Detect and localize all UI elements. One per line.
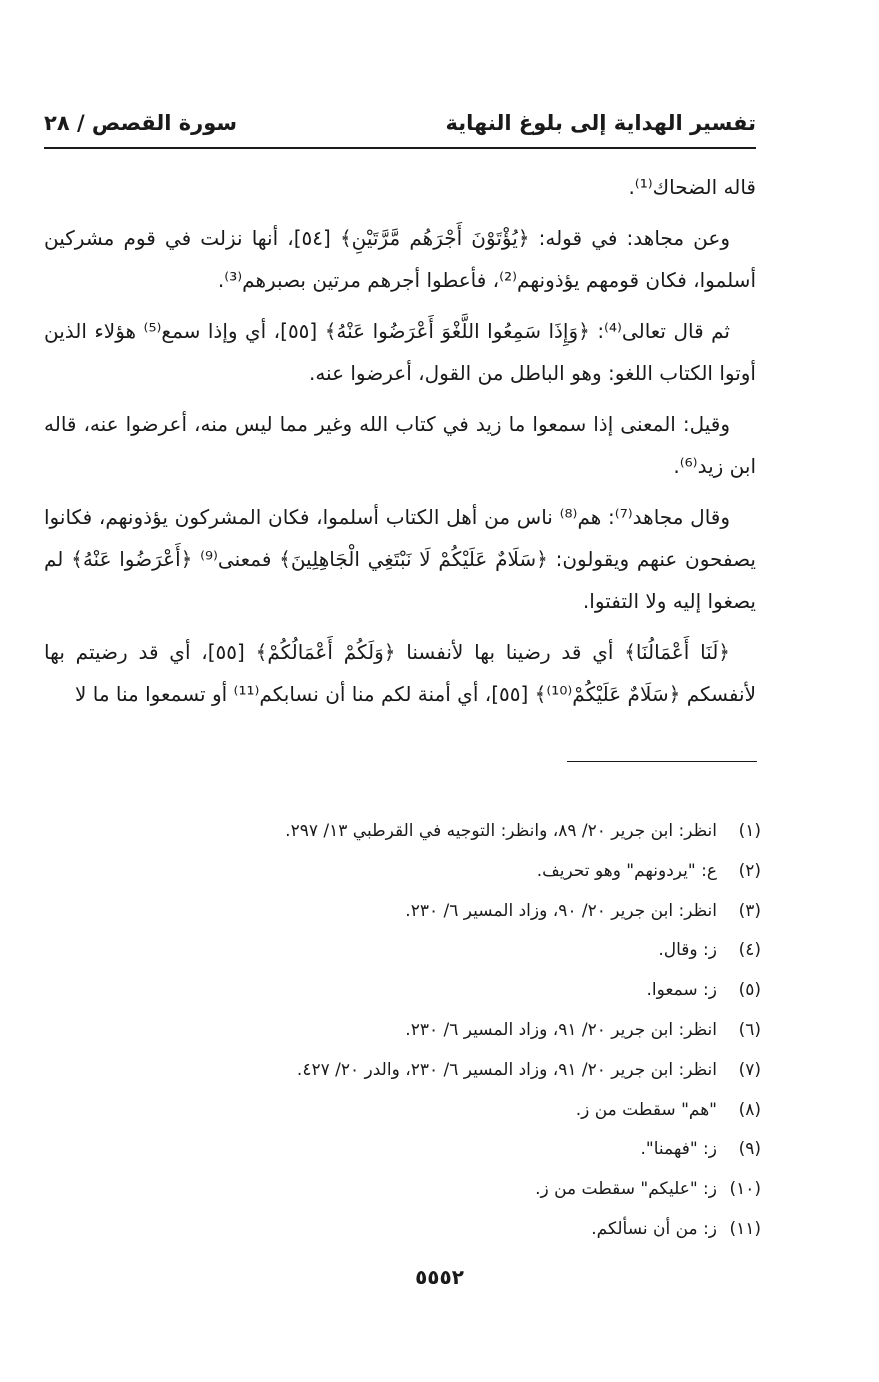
footnote-number: (٢) — [738, 860, 761, 881]
footnote-item — [121, 892, 761, 932]
main-text — [44, 166, 756, 724]
paragraph: وقيل: المعنى إذا سمعوا ما زيد في كتاب الله وغير مما ليس منه، أعرضوا عنه، قاله ابن زيد⁽⁶⁾. — [44, 412, 756, 478]
footnote-item — [121, 812, 761, 852]
footnote-number: (٨) — [738, 1099, 761, 1120]
footnote-item — [121, 1210, 761, 1250]
footnote-number: (٧) — [738, 1059, 761, 1080]
paragraph: ثم قال تعالى⁽⁴⁾: ﴿وَإِذَا سَمِعُوا اللَّغْوَ أَعْرَضُوا عَنْهُ﴾ [٥٥]، أي وإذا سمع⁽⁵⁾ هؤلاء الذين أوتوا الكتاب اللغو: وهو الباطل من القول، أعرضوا عنه. — [44, 319, 756, 385]
footnote-number: (١) — [738, 821, 761, 841]
footnote-text: ز: من أن نسألكم. — [591, 1218, 717, 1239]
footnote-item — [121, 1091, 761, 1131]
footnote-item — [121, 852, 761, 892]
footnote-text: انظر: ابن جرير ٢٠/ ٩٠، وزاد المسير ٦/ ٢٣٠. — [405, 900, 717, 921]
footnote-text: ز: "عليكم" سقطت من ز. — [535, 1179, 717, 1200]
footnote-item — [121, 1051, 761, 1091]
paragraph: قاله الضحاك⁽¹⁾. — [628, 175, 756, 199]
footnote-number: (٤) — [738, 940, 761, 961]
footnote-item — [121, 1011, 761, 1051]
footnote-separator — [567, 761, 757, 762]
footnote-text: ع: "يردونهم" وهو تحريف. — [536, 860, 717, 881]
footnote-item — [121, 971, 761, 1011]
footnotes — [121, 812, 761, 1250]
footnote-text: ز: "فهمنا". — [640, 1139, 717, 1160]
paragraph: ﴿لَنَا أَعْمَالُنَا﴾ أي قد رضينا بها لأنفسنا ﴿وَلَكُمْ أَعْمَالُكُمْ﴾ [٥٥]، أي قد رضيتم بها لأنفسكم ﴿سَلَامٌ عَلَيْكُمْ⁽¹⁰⁾﴾ [٥٥]، أي أمنة لكم منا أن نسابكم⁽¹¹⁾ أو تسمعوا منا ما لا — [44, 640, 756, 706]
page-number: ٥٥٥٢ — [415, 1265, 464, 1289]
footnote-number: (١٠) — [729, 1179, 761, 1200]
footnote-text: انظر: ابن جرير ٢٠/ ٩١، وزاد المسير ٦/ ٢٣٠، والدر ٢٠/ ٤٢٧. — [296, 1059, 717, 1080]
footnote-text: انظر: ابن جرير ٢٠/ ٩١، وزاد المسير ٦/ ٢٣٠. — [405, 1019, 717, 1040]
footnote-item — [121, 1170, 761, 1210]
paragraph: وعن مجاهد: في قوله: ﴿يُؤْتَوْنَ أَجْرَهُم مَّرَّتَيْنِ﴾ [٥٤]، أنها نزلت في قوم مشركين أسلموا، فكان قومهم يؤذونهم⁽²⁾، فأعطوا أجرهم مرتين بصبرهم⁽³⁾. — [44, 226, 756, 292]
surah-reference: سورة القصص / ٢٨ — [44, 111, 238, 135]
footnote-number: (٩) — [738, 1139, 761, 1160]
footnote-number: (١١) — [729, 1218, 761, 1239]
book-title: تفسير الهداية إلى بلوغ النهاية — [445, 111, 756, 135]
footnote-text: ز: سمعوا. — [646, 980, 717, 1001]
footnote-item — [121, 931, 761, 971]
paragraph: وقال مجاهد⁽⁷⁾: هم⁽⁸⁾ ناس من أهل الكتاب أسلموا، فكان المشركون يؤذونهم، فكانوا يصفحون عنهم ويقولون: ﴿سَلَامٌ عَلَيْكُمْ لَا نَبْتَغِي الْجَاهِلِينَ﴾ فمعنى⁽⁹⁾ ﴿أَعْرَضُوا عَنْهُ﴾ لم يصغوا إليه ولا التفتوا. — [44, 505, 756, 613]
footnote-number: (٥) — [738, 980, 761, 1001]
footnote-number: (٦) — [738, 1019, 761, 1040]
footnote-text: "هم" سقطت من ز. — [575, 1099, 717, 1120]
footnote-text: انظر: ابن جرير ٢٠/ ٨٩، وانظر: التوجيه في القرطبي ١٣/ ٢٩٧. — [285, 821, 717, 841]
footnote-item — [121, 1130, 761, 1170]
footnote-text: ز: وقال. — [658, 940, 717, 961]
footnote-number: (٣) — [738, 900, 761, 921]
running-header — [44, 108, 756, 138]
header-rule — [44, 147, 756, 149]
